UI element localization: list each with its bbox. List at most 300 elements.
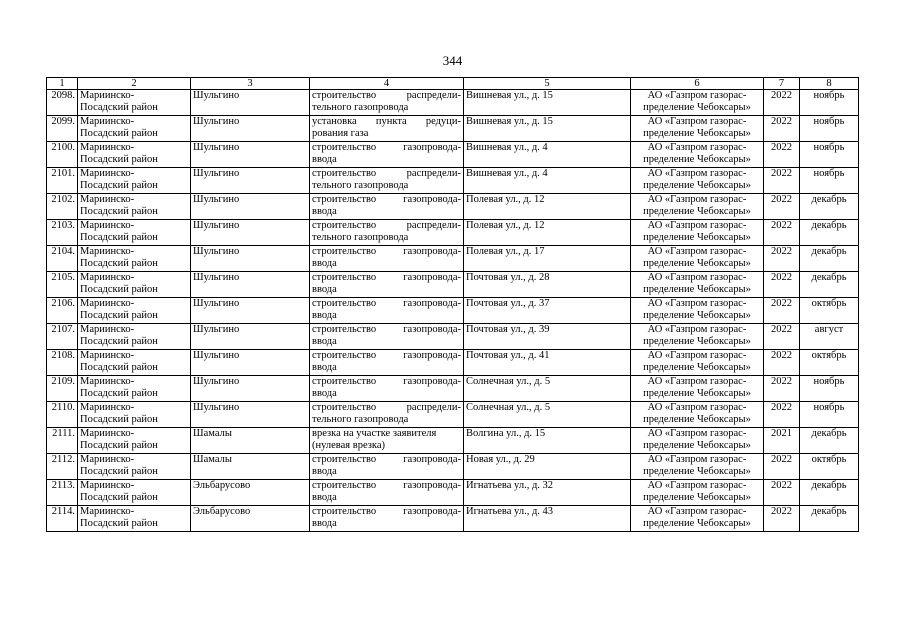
cell-text-line: Эльбарусово: [193, 480, 251, 491]
row-number-cell: [47, 376, 78, 402]
cell-text-line: Мариинско-: [80, 90, 135, 101]
cell-text-line: Шульгино: [193, 324, 240, 335]
cell-text-line: строительство газопровода-: [312, 272, 461, 283]
month-cell: [800, 428, 859, 454]
cell-text-line: АО «Газпром газорас-: [647, 480, 747, 491]
organization-cell: [631, 350, 764, 376]
work-type-cell: [310, 428, 464, 454]
column-header: 5: [464, 78, 631, 90]
organization-cell: [631, 220, 764, 246]
cell-text-line: 2110.: [51, 402, 75, 413]
address-cell: [464, 142, 631, 168]
year-cell: [764, 168, 800, 194]
cell-text-line: 2099.: [51, 116, 75, 127]
cell-text-line: тельного газопровода: [312, 414, 409, 425]
district-cell: [78, 454, 191, 480]
works-table: [46, 77, 859, 532]
cell-text-line: 2022: [771, 142, 792, 153]
row-number-cell: [47, 220, 78, 246]
month-cell: [800, 506, 859, 532]
cell-text-line: пределение Чебоксары»: [643, 258, 751, 269]
locality-cell: [191, 272, 310, 298]
cell-text-line: тельного газопровода: [312, 232, 409, 243]
year-cell: [764, 194, 800, 220]
cell-text-line: установка пункта редуци-: [312, 116, 461, 127]
district-cell: [78, 246, 191, 272]
month-cell: [800, 324, 859, 350]
cell-text-line: Посадский район: [80, 232, 158, 243]
address-cell: [464, 90, 631, 116]
cell-text-line: ноябрь: [813, 90, 845, 101]
cell-text-line: Мариинско-: [80, 350, 135, 361]
work-type-cell: [310, 168, 464, 194]
cell-text-line: АО «Газпром газорас-: [647, 454, 747, 465]
locality-cell: [191, 168, 310, 194]
cell-text-line: пределение Чебоксары»: [643, 466, 751, 477]
organization-cell: [631, 142, 764, 168]
cell-text-line: Мариинско-: [80, 194, 135, 205]
address-cell: [464, 454, 631, 480]
cell-text-line: ноябрь: [813, 168, 845, 179]
table-row: [47, 350, 859, 376]
table-row: [47, 454, 859, 480]
column-header: 7: [764, 78, 800, 90]
cell-text-line: Игнатьева ул., д. 32: [466, 480, 554, 491]
cell-text-line: пределение Чебоксары»: [643, 232, 751, 243]
cell-text-line: 2022: [771, 220, 792, 231]
cell-text-line: тельного газопровода: [312, 102, 409, 113]
address-cell: [464, 194, 631, 220]
cell-text-line: Мариинско-: [80, 116, 135, 127]
month-cell: [800, 402, 859, 428]
cell-text-line: 2022: [771, 116, 792, 127]
year-cell: [764, 220, 800, 246]
cell-text-line: Шамалы: [193, 454, 232, 465]
cell-text-line: Шульгино: [193, 142, 240, 153]
cell-text-line: АО «Газпром газорас-: [647, 324, 747, 335]
cell-text-line: 2022: [771, 194, 792, 205]
cell-text-line: 2022: [771, 480, 792, 491]
row-number-cell: [47, 298, 78, 324]
row-number-cell: [47, 90, 78, 116]
cell-text-line: декабрь: [811, 220, 847, 231]
cell-text-line: пределение Чебоксары»: [643, 206, 751, 217]
district-cell: [78, 142, 191, 168]
column-header: 3: [191, 78, 310, 90]
row-number-cell: [47, 480, 78, 506]
row-number-cell: [47, 168, 78, 194]
cell-text-line: 2113.: [51, 480, 75, 491]
cell-text-line: Почтовая ул., д. 41: [466, 350, 550, 361]
cell-text-line: АО «Газпром газорас-: [647, 506, 747, 517]
month-cell: [800, 168, 859, 194]
address-cell: [464, 272, 631, 298]
table-row: [47, 90, 859, 116]
locality-cell: [191, 428, 310, 454]
cell-text-line: АО «Газпром газорас-: [647, 272, 747, 283]
cell-text-line: пределение Чебоксары»: [643, 518, 751, 529]
cell-text-line: 2022: [771, 272, 792, 283]
cell-text-line: 2022: [771, 402, 792, 413]
cell-text-line: Почтовая ул., д. 39: [466, 324, 550, 335]
cell-text-line: строительство газопровода-: [312, 324, 461, 335]
year-cell: [764, 480, 800, 506]
row-number-cell: [47, 402, 78, 428]
cell-text-line: 2103.: [51, 220, 75, 231]
table-row: [47, 246, 859, 272]
cell-text-line: пределение Чебоксары»: [643, 336, 751, 347]
locality-cell: [191, 402, 310, 428]
cell-text-line: 2101.: [51, 168, 75, 179]
cell-text-line: Мариинско-: [80, 142, 135, 153]
cell-text-line: пределение Чебоксары»: [643, 102, 751, 113]
cell-text-line: ноябрь: [813, 142, 845, 153]
cell-text-line: строительство газопровода-: [312, 194, 461, 205]
year-cell: [764, 376, 800, 402]
table-row: [47, 142, 859, 168]
cell-text-line: АО «Газпром газорас-: [647, 90, 747, 101]
cell-text-line: Шульгино: [193, 376, 240, 387]
cell-text-line: 2114.: [51, 506, 75, 517]
cell-text-line: Полевая ул., д. 17: [466, 246, 545, 257]
table-row: [47, 402, 859, 428]
month-cell: [800, 142, 859, 168]
column-header: 8: [800, 78, 859, 90]
organization-cell: [631, 480, 764, 506]
year-cell: [764, 454, 800, 480]
cell-text-line: ввода: [312, 336, 337, 347]
cell-text-line: АО «Газпром газорас-: [647, 220, 747, 231]
cell-text-line: Посадский район: [80, 154, 158, 165]
cell-text-line: строительство газопровода-: [312, 454, 461, 465]
district-cell: [78, 506, 191, 532]
cell-text-line: Шульгино: [193, 402, 240, 413]
work-type-cell: [310, 324, 464, 350]
cell-text-line: ноябрь: [813, 116, 845, 127]
locality-cell: [191, 220, 310, 246]
table-row: [47, 376, 859, 402]
month-cell: [800, 298, 859, 324]
year-cell: [764, 402, 800, 428]
year-cell: [764, 246, 800, 272]
address-cell: [464, 168, 631, 194]
cell-text-line: ввода: [312, 492, 337, 503]
cell-text-line: ввода: [312, 206, 337, 217]
cell-text-line: 2022: [771, 246, 792, 257]
row-number-cell: [47, 350, 78, 376]
cell-text-line: Новая ул., д. 29: [466, 454, 535, 465]
organization-cell: [631, 90, 764, 116]
district-cell: [78, 376, 191, 402]
work-type-cell: [310, 116, 464, 142]
cell-text-line: 2108.: [51, 350, 75, 361]
cell-text-line: Шульгино: [193, 220, 240, 231]
cell-text-line: строительство газопровода-: [312, 298, 461, 309]
cell-text-line: Шульгино: [193, 350, 240, 361]
page-number: 344: [442, 53, 463, 68]
cell-text-line: 2107.: [51, 324, 75, 335]
district-cell: [78, 272, 191, 298]
cell-text-line: АО «Газпром газорас-: [647, 194, 747, 205]
cell-text-line: ввода: [312, 362, 337, 373]
year-cell: [764, 298, 800, 324]
cell-text-line: АО «Газпром газорас-: [647, 428, 747, 439]
locality-cell: [191, 454, 310, 480]
cell-text-line: Посадский район: [80, 362, 158, 373]
table-row: [47, 480, 859, 506]
cell-text-line: декабрь: [811, 428, 847, 439]
cell-text-line: Почтовая ул., д. 28: [466, 272, 550, 283]
cell-text-line: ввода: [312, 518, 337, 529]
cell-text-line: 2021: [771, 428, 792, 439]
cell-text-line: Посадский район: [80, 284, 158, 295]
cell-text-line: пределение Чебоксары»: [643, 414, 751, 425]
work-type-cell: [310, 194, 464, 220]
cell-text-line: пределение Чебоксары»: [643, 180, 751, 191]
cell-text-line: Посадский район: [80, 258, 158, 269]
row-number-cell: [47, 454, 78, 480]
locality-cell: [191, 350, 310, 376]
locality-cell: [191, 324, 310, 350]
cell-text-line: Вишневая ул., д. 15: [466, 116, 553, 127]
table-header-row: [47, 78, 859, 90]
organization-cell: [631, 428, 764, 454]
cell-text-line: АО «Газпром газорас-: [647, 116, 747, 127]
row-number-cell: [47, 324, 78, 350]
cell-text-line: ввода: [312, 466, 337, 477]
locality-cell: [191, 90, 310, 116]
cell-text-line: Посадский район: [80, 414, 158, 425]
month-cell: [800, 454, 859, 480]
cell-text-line: Мариинско-: [80, 324, 135, 335]
row-number-cell: [47, 428, 78, 454]
year-cell: [764, 142, 800, 168]
locality-cell: [191, 116, 310, 142]
address-cell: [464, 402, 631, 428]
locality-cell: [191, 298, 310, 324]
cell-text-line: декабрь: [811, 506, 847, 517]
cell-text-line: Мариинско-: [80, 428, 135, 439]
cell-text-line: Посадский район: [80, 518, 158, 529]
district-cell: [78, 168, 191, 194]
cell-text-line: Игнатьева ул., д. 43: [466, 506, 554, 517]
cell-text-line: Мариинско-: [80, 272, 135, 283]
row-number-cell: [47, 142, 78, 168]
cell-text-line: строительство газопровода-: [312, 142, 461, 153]
cell-text-line: АО «Газпром газорас-: [647, 246, 747, 257]
cell-text-line: АО «Газпром газорас-: [647, 376, 747, 387]
cell-text-line: 2022: [771, 90, 792, 101]
month-cell: [800, 116, 859, 142]
cell-text-line: Мариинско-: [80, 220, 135, 231]
district-cell: [78, 480, 191, 506]
address-cell: [464, 506, 631, 532]
cell-text-line: Мариинско-: [80, 298, 135, 309]
cell-text-line: Посадский район: [80, 336, 158, 347]
cell-text-line: 2111.: [52, 428, 75, 439]
cell-text-line: Полевая ул., д. 12: [466, 220, 545, 231]
cell-text-line: ввода: [312, 388, 337, 399]
month-cell: [800, 246, 859, 272]
cell-text-line: Посадский район: [80, 180, 158, 191]
organization-cell: [631, 454, 764, 480]
cell-text-line: Посадский район: [80, 128, 158, 139]
work-type-cell: [310, 506, 464, 532]
locality-cell: [191, 142, 310, 168]
cell-text-line: Посадский район: [80, 388, 158, 399]
address-cell: [464, 428, 631, 454]
cell-text-line: Шульгино: [193, 168, 240, 179]
cell-text-line: 2098.: [51, 90, 75, 101]
cell-text-line: строительство газопровода-: [312, 480, 461, 491]
work-type-cell: [310, 298, 464, 324]
address-cell: [464, 324, 631, 350]
year-cell: [764, 272, 800, 298]
cell-text-line: август: [814, 324, 844, 335]
cell-text-line: Полевая ул., д. 12: [466, 194, 545, 205]
cell-text-line: пределение Чебоксары»: [643, 310, 751, 321]
cell-text-line: 2102.: [51, 194, 75, 205]
locality-cell: [191, 376, 310, 402]
cell-text-line: ноябрь: [813, 402, 845, 413]
organization-cell: [631, 506, 764, 532]
cell-text-line: Вишневая ул., д. 4: [466, 168, 548, 179]
year-cell: [764, 428, 800, 454]
cell-text-line: октябрь: [811, 298, 847, 309]
organization-cell: [631, 376, 764, 402]
work-type-cell: [310, 142, 464, 168]
cell-text-line: 2022: [771, 454, 792, 465]
address-cell: [464, 220, 631, 246]
cell-text-line: Посадский район: [80, 440, 158, 451]
year-cell: [764, 350, 800, 376]
locality-cell: [191, 246, 310, 272]
cell-text-line: Шульгино: [193, 246, 240, 257]
district-cell: [78, 298, 191, 324]
cell-text-line: (нулевая врезка): [312, 440, 385, 451]
table-row: [47, 324, 859, 350]
cell-text-line: строительство распредели-: [312, 220, 461, 231]
table-row: [47, 168, 859, 194]
table-row: [47, 220, 859, 246]
district-cell: [78, 194, 191, 220]
month-cell: [800, 220, 859, 246]
district-cell: [78, 324, 191, 350]
month-cell: [800, 194, 859, 220]
year-cell: [764, 116, 800, 142]
cell-text-line: АО «Газпром газорас-: [647, 142, 747, 153]
organization-cell: [631, 272, 764, 298]
row-number-cell: [47, 246, 78, 272]
organization-cell: [631, 116, 764, 142]
cell-text-line: Шамалы: [193, 428, 232, 439]
cell-text-line: 2106.: [51, 298, 75, 309]
work-type-cell: [310, 350, 464, 376]
column-header: 6: [631, 78, 764, 90]
locality-cell: [191, 480, 310, 506]
month-cell: [800, 350, 859, 376]
cell-text-line: ввода: [312, 154, 337, 165]
cell-text-line: декабрь: [811, 246, 847, 257]
month-cell: [800, 376, 859, 402]
cell-text-line: 2104.: [51, 246, 75, 257]
address-cell: [464, 350, 631, 376]
cell-text-line: строительство распредели-: [312, 402, 461, 413]
cell-text-line: Шульгино: [193, 90, 240, 101]
year-cell: [764, 90, 800, 116]
year-cell: [764, 506, 800, 532]
work-type-cell: [310, 220, 464, 246]
cell-text-line: 2022: [771, 324, 792, 335]
cell-text-line: 2022: [771, 376, 792, 387]
cell-text-line: АО «Газпром газорас-: [647, 168, 747, 179]
work-type-cell: [310, 454, 464, 480]
cell-text-line: октябрь: [811, 350, 847, 361]
table-row: [47, 428, 859, 454]
cell-text-line: Мариинско-: [80, 376, 135, 387]
cell-text-line: строительство газопровода-: [312, 246, 461, 257]
cell-text-line: строительство газопровода-: [312, 506, 461, 517]
cell-text-line: Шульгино: [193, 194, 240, 205]
column-header: 2: [78, 78, 191, 90]
cell-text-line: Мариинско-: [80, 246, 135, 257]
work-type-cell: [310, 376, 464, 402]
work-type-cell: [310, 480, 464, 506]
column-header: 4: [310, 78, 464, 90]
work-type-cell: [310, 246, 464, 272]
district-cell: [78, 428, 191, 454]
cell-text-line: Вишневая ул., д. 4: [466, 142, 548, 153]
cell-text-line: ноябрь: [813, 376, 845, 387]
cell-text-line: АО «Газпром газорас-: [647, 402, 747, 413]
cell-text-line: декабрь: [811, 480, 847, 491]
cell-text-line: 2109.: [51, 376, 75, 387]
cell-text-line: декабрь: [811, 194, 847, 205]
cell-text-line: ввода: [312, 284, 337, 295]
cell-text-line: АО «Газпром газорас-: [647, 298, 747, 309]
organization-cell: [631, 168, 764, 194]
cell-text-line: пределение Чебоксары»: [643, 154, 751, 165]
organization-cell: [631, 402, 764, 428]
cell-text-line: Шульгино: [193, 116, 240, 127]
row-number-cell: [47, 272, 78, 298]
row-number-cell: [47, 194, 78, 220]
cell-text-line: пределение Чебоксары»: [643, 440, 751, 451]
locality-cell: [191, 506, 310, 532]
district-cell: [78, 402, 191, 428]
organization-cell: [631, 194, 764, 220]
cell-text-line: пределение Чебоксары»: [643, 492, 751, 503]
cell-text-line: ввода: [312, 258, 337, 269]
cell-text-line: АО «Газпром газорас-: [647, 350, 747, 361]
row-number-cell: [47, 506, 78, 532]
cell-text-line: 2022: [771, 168, 792, 179]
cell-text-line: Посадский район: [80, 310, 158, 321]
cell-text-line: Солнечная ул., д. 5: [466, 376, 551, 387]
table-row: [47, 298, 859, 324]
work-type-cell: [310, 402, 464, 428]
cell-text-line: строительство распредели-: [312, 168, 461, 179]
cell-text-line: Мариинско-: [80, 480, 135, 491]
cell-text-line: строительство распредели-: [312, 90, 461, 101]
cell-text-line: Мариинско-: [80, 506, 135, 517]
district-cell: [78, 220, 191, 246]
address-cell: [464, 480, 631, 506]
row-number-cell: [47, 116, 78, 142]
cell-text-line: 2105.: [51, 272, 75, 283]
table-row: [47, 506, 859, 532]
address-cell: [464, 116, 631, 142]
